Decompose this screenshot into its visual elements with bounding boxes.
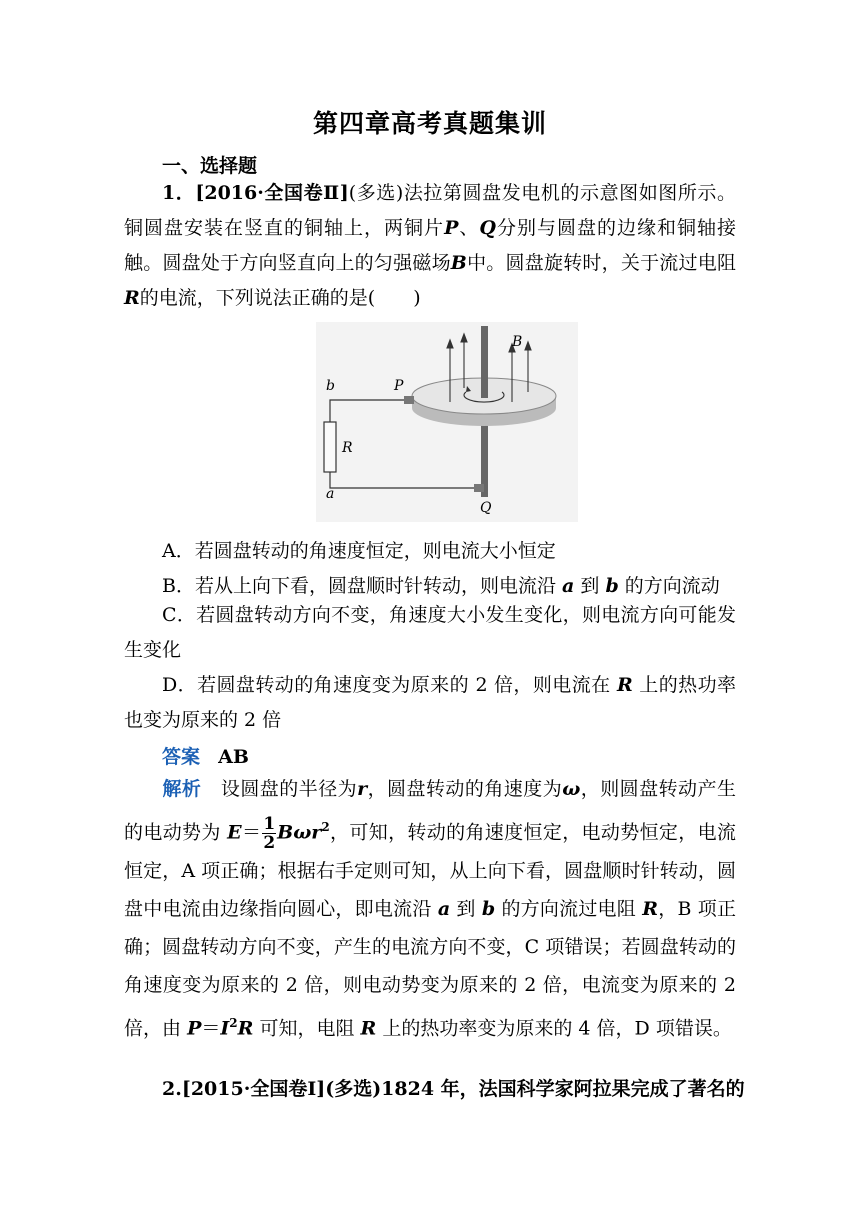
stem-sep: 、 — [458, 217, 480, 239]
analysis-segment: 到 — [456, 897, 476, 920]
contact-q — [474, 484, 484, 492]
analysis-var: P — [187, 1017, 202, 1040]
analysis-segment: 可知，电阻 — [259, 1017, 355, 1040]
analysis-label: 解析 — [162, 778, 202, 800]
label-b: b — [326, 378, 335, 394]
option-a-text: A．若圆盘转动的角速度恒定，则电流大小恒定 — [162, 540, 556, 562]
analysis-var: E — [227, 821, 242, 844]
shaft-upper — [481, 326, 488, 398]
question-1-stem — [124, 176, 736, 316]
stem-var-r: R — [124, 287, 140, 309]
analysis-segment: ，可知，转动的角速度恒定，电动势恒定，电流恒定，A 项正确；根据右手定则可知，从上向下看，圆盘顺时针转动，圆盘中电流由边缘指向圆心，即电流沿 — [124, 821, 736, 920]
stem-text: 法拉第圆盘发电机的示意图如图所示。铜圆盘安装在竖直的铜轴上，两铜片 — [124, 182, 736, 239]
question-tag: (多选) — [348, 182, 404, 204]
option-d — [124, 668, 736, 738]
analysis-var: ω — [562, 778, 581, 800]
analysis-segment: 的方向流过电阻 — [501, 897, 637, 920]
answer-label: 答案 — [162, 746, 201, 768]
analysis-segment: ，B 项正确；圆盘转动方向不变，产生的电流方向不变，C 项错误；若圆盘转动的角速度变为原来的 2 倍，则电动势变为原来的 2 倍，电流变为原来的 2 倍，由 — [124, 897, 736, 1040]
question-2-stem — [124, 1074, 745, 1101]
analysis-var: b — [481, 897, 496, 920]
option-b — [124, 571, 736, 598]
option-b-text: 的方向流动 — [624, 575, 720, 597]
analysis-var: R — [360, 1017, 377, 1040]
faraday-disc-diagram — [316, 322, 578, 522]
analysis-segment: 设圆盘的半径为 — [220, 778, 358, 800]
option-b-text: 到 — [580, 575, 600, 597]
analysis-var: r — [357, 778, 368, 800]
stem-text: 分别与圆盘的边缘和铜轴接触。圆盘处于方向竖直向上的匀强磁场 — [124, 217, 736, 274]
option-b-text: B．若从上向下看，圆盘顺时针转动，则电流沿 — [162, 575, 556, 597]
analysis-formula: Bωr — [277, 821, 322, 844]
analysis-var: I — [220, 1017, 230, 1040]
option-c — [124, 598, 736, 668]
stem-var-b: B — [450, 252, 467, 274]
question-source: [2016·全国卷Ⅱ] — [195, 182, 349, 204]
option-a — [124, 536, 736, 563]
resistor — [324, 422, 336, 472]
option-b-var-b: b — [605, 575, 619, 597]
page-title: 第四章高考真题集训 — [312, 109, 547, 138]
label-q: Q — [480, 500, 492, 516]
analysis-segment: ＝ — [201, 1017, 221, 1040]
analysis-segment: ，圆盘转动的角速度为 — [367, 778, 563, 800]
label-field-b: B — [512, 334, 523, 350]
section-heading: 一、选择题 — [162, 155, 258, 177]
fraction-denominator: 2 — [263, 832, 276, 853]
analysis-segment: ＝ — [241, 821, 262, 844]
option-c-text: C．若圆盘转动方向不变，角速度大小发生变化，则电流方向可能发生变化 — [124, 604, 736, 661]
label-r: R — [342, 440, 353, 456]
analysis-superscript: 2 — [321, 820, 330, 834]
question-2-text: 2.[2015·全国卷Ⅰ](多选)1824 年，法国科学家阿拉果完成了著名的 — [162, 1078, 745, 1100]
analysis-text — [124, 770, 736, 1047]
analysis-var: R — [237, 1017, 254, 1040]
option-d-text: D．若圆盘转动的角速度变为原来的 2 倍，则电流在 — [162, 674, 611, 696]
stem-text: 的电流，下列说法正确的是( ) — [139, 287, 421, 309]
label-a: a — [326, 486, 335, 502]
analysis-superscript: 2 — [229, 1015, 238, 1030]
analysis-segment: 上的热功率变为原来的 4 倍，D 项错误。 — [382, 1017, 732, 1040]
stem-var-q: Q — [479, 217, 496, 239]
question-number: 1． — [162, 182, 196, 204]
option-b-var-a: a — [562, 575, 575, 597]
label-p: P — [394, 378, 404, 394]
answer-value: AB — [218, 746, 249, 768]
contact-p — [404, 396, 414, 404]
analysis-var: R — [642, 897, 659, 920]
fraction-one-half — [262, 815, 276, 852]
fraction-numerator: 1 — [263, 813, 276, 834]
stem-text: 中。圆盘旋转时，关于流过电阻 — [466, 252, 736, 274]
answer-line — [124, 742, 736, 769]
option-d-var-r: R — [617, 674, 633, 696]
option-d-text: 上的热功率也变为原来的 2 倍 — [124, 674, 736, 731]
analysis-segment: ，则圆盘转动产生的电动势为 — [124, 778, 736, 844]
stem-var-p: P — [444, 217, 459, 239]
analysis-var: a — [437, 897, 451, 920]
